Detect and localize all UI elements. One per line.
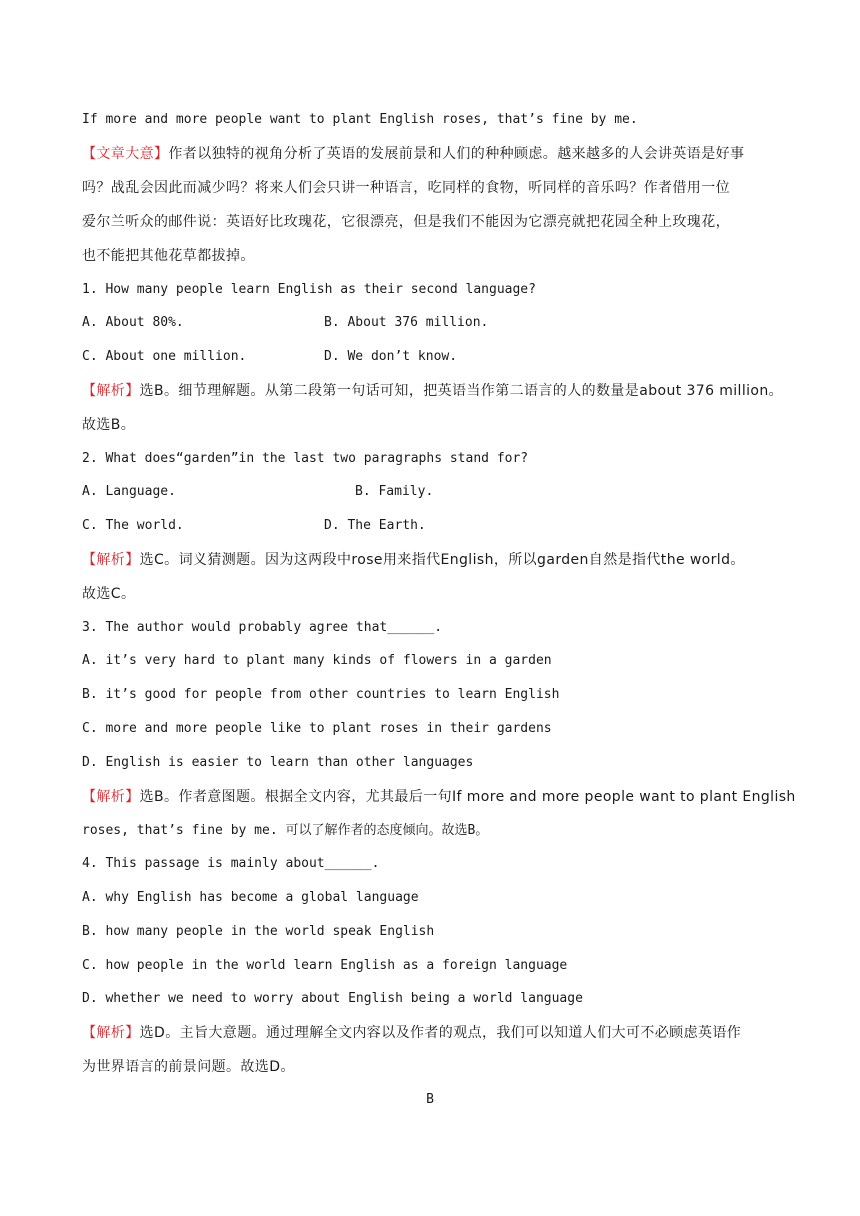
analysis-tag: 【解析】 [82,1025,140,1041]
question-3-option-c: C. more and more people like to plant roses in their gardens [82,721,552,736]
question-1-option-d: D. We don’t know. [324,349,458,364]
question-1-option-a: A. About 80%. [82,315,184,330]
question-2-stem: 2. What does“garden”in the last two paragraphs stand for? [82,451,529,466]
analysis-tag: 【解析】 [82,383,140,399]
question-4-option-c: C. how people in the world learn English as a foreign language [82,958,568,973]
question-4-option-b: B. how many people in the world speak English [82,924,435,939]
analysis-text: 选C。词义猜测题。因为这两段中rose用来指代English，所以garden自然是指代the world。 [139,552,745,568]
question-1-option-c: C. About one million. [82,349,247,364]
question-4-option-d: D. whether we need to worry about English being a world language [82,991,583,1006]
question-2-option-b: B. Family. [355,484,434,499]
question-3-option-d: D. English is easier to learn than other languages [82,755,474,770]
summary-line-1 [82,144,744,164]
question-3-option-a: A. it’s very hard to plant many kinds of flowers in a garden [82,653,552,668]
question-4-analysis [82,1023,741,1043]
intro-line: If more and more people want to plant English roses, that’s fine by me. [82,112,638,127]
summary-line-3: 爱尔兰听众的邮件说：英语好比玫瑰花，它很漂亮，但是我们不能因为它漂亮就把花园全种上玫瑰花， [82,214,730,230]
question-3-option-b: B. it’s good for people from other countries to learn English [82,687,560,702]
analysis-text: 选B。细节理解题。从第二段第一句话可知，把英语当作第二语言的人的数量是about 376 million。 [139,383,784,399]
analysis-text: 选D。主旨大意题。通过理解全文内容以及作者的观点，我们可以知道人们大可不必顾虑英语作 [139,1025,742,1041]
question-3-stem: 3. The author would probably agree that______. [82,620,443,635]
question-2-option-d: D. The Earth. [324,518,426,533]
question-3-analysis-cont: roses, that’s fine by me. 可以了解作者的态度倾向。故选B。 [82,823,489,838]
question-2-option-a: A. Language. [82,484,176,499]
question-4-option-a: A. why English has become a global language [82,890,419,905]
question-4-stem: 4. This passage is mainly about______. [82,856,380,871]
summary-tag: 【文章大意】 [82,146,169,162]
section-label: B [426,1092,434,1107]
question-1-option-b: B. About 376 million. [324,315,489,330]
summary-line-4: 也不能把其他花草都拔掉。 [82,248,255,264]
question-2-analysis-cont: 故选C。 [82,586,136,602]
question-3-analysis [82,787,796,807]
question-1-analysis-cont: 故选B。 [82,417,136,433]
analysis-tag: 【解析】 [82,552,140,568]
question-1-analysis [82,381,783,401]
question-4-analysis-cont: 为世界语言的前景问题。故选D。 [82,1059,295,1075]
question-1-stem: 1. How many people learn English as their second language? [82,282,536,297]
summary-line-2: 吗？战乱会因此而减少吗？将来人们会只讲一种语言，吃同样的食物，听同样的音乐吗？作者借用一位 [82,180,730,196]
summary-text-1: 作者以独特的视角分析了英语的发展前景和人们的种种顾虑。越来越多的人会讲英语是好事 [168,146,745,162]
analysis-text: 选B。作者意图题。根据全文内容，尤其最后一句If more and more people want to plant English [139,789,796,805]
analysis-tag: 【解析】 [82,789,140,805]
question-2-analysis [82,550,745,570]
question-2-option-c: C. The world. [82,518,184,533]
